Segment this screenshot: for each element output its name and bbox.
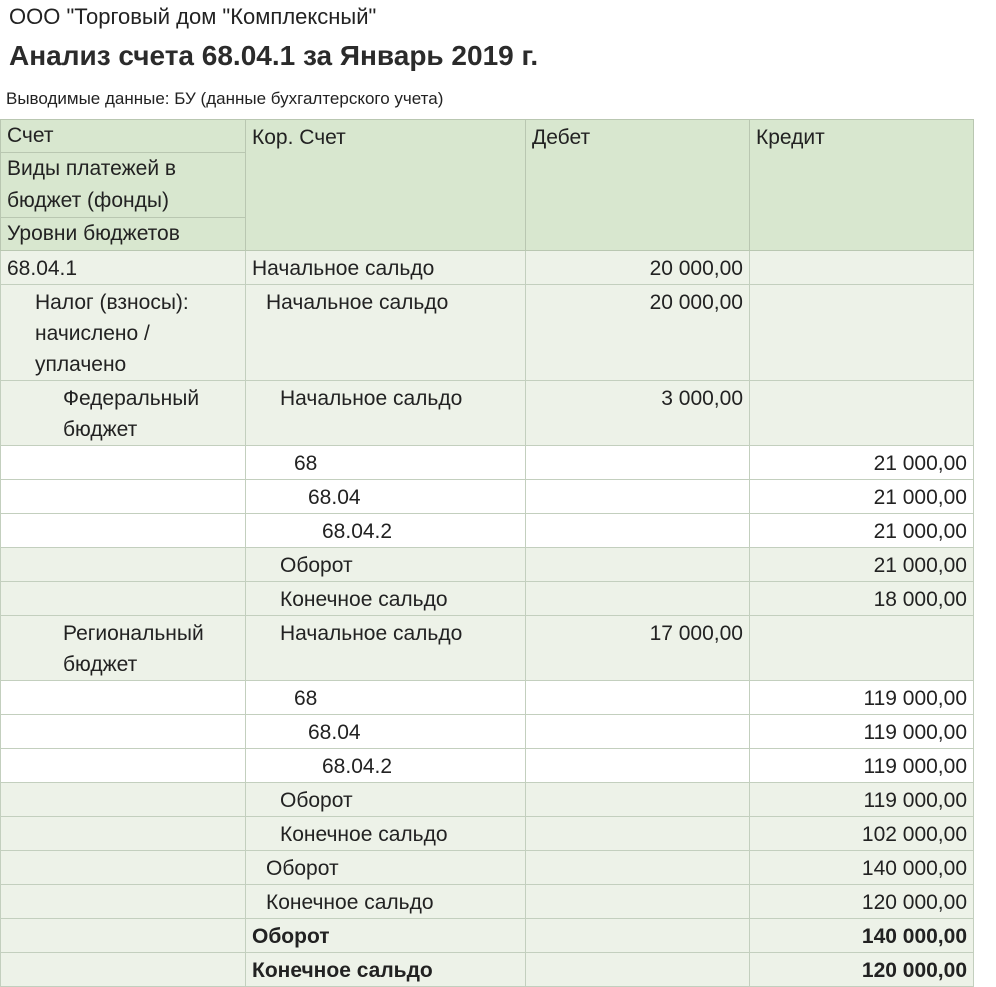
row-corr-account: Начальное сальдо bbox=[246, 251, 526, 285]
table-row[interactable] bbox=[1, 715, 974, 749]
row-corr-account: Оборот bbox=[246, 548, 526, 582]
row-account bbox=[1, 817, 246, 851]
table-row[interactable] bbox=[1, 514, 974, 548]
output-data-label: Выводимые данные: bbox=[6, 89, 170, 108]
account-analysis-table bbox=[0, 119, 974, 987]
row-credit bbox=[750, 381, 974, 446]
row-account bbox=[1, 514, 246, 548]
header-budget-levels: Уровни бюджетов bbox=[7, 222, 180, 245]
row-account: 68.04.1 bbox=[1, 251, 246, 285]
row-account: Региональный бюджет bbox=[1, 616, 246, 681]
table-header-row bbox=[1, 120, 974, 251]
row-corr-account: 68.04.2 bbox=[246, 749, 526, 783]
row-corr-account: Конечное сальдо bbox=[246, 953, 526, 987]
header-debit[interactable]: Дебет bbox=[526, 120, 750, 251]
row-corr-account: Конечное сальдо bbox=[246, 817, 526, 851]
row-debit bbox=[526, 480, 750, 514]
row-debit bbox=[526, 582, 750, 616]
table-row[interactable] bbox=[1, 749, 974, 783]
row-account: Федеральный бюджет bbox=[1, 381, 246, 446]
row-debit bbox=[526, 885, 750, 919]
header-payment-types: Виды платежей в бюджет (фонды) bbox=[1, 153, 245, 218]
row-credit: 21 000,00 bbox=[750, 446, 974, 480]
row-corr-account: Оборот bbox=[246, 851, 526, 885]
total-row[interactable] bbox=[1, 919, 974, 953]
table-row[interactable] bbox=[1, 616, 974, 681]
row-credit: 119 000,00 bbox=[750, 783, 974, 817]
table-row[interactable] bbox=[1, 851, 974, 885]
header-account-cell[interactable] bbox=[1, 120, 246, 251]
row-credit: 120 000,00 bbox=[750, 885, 974, 919]
row-debit: 20 000,00 bbox=[526, 285, 750, 381]
row-debit bbox=[526, 548, 750, 582]
row-account bbox=[1, 783, 246, 817]
row-corr-account: 68 bbox=[246, 446, 526, 480]
row-debit bbox=[526, 715, 750, 749]
output-data-line bbox=[6, 89, 443, 109]
row-account bbox=[1, 715, 246, 749]
row-credit: 119 000,00 bbox=[750, 715, 974, 749]
row-corr-account: 68 bbox=[246, 681, 526, 715]
row-credit: 140 000,00 bbox=[750, 919, 974, 953]
header-credit[interactable]: Кредит bbox=[750, 120, 974, 251]
row-corr-account: Начальное сальдо bbox=[246, 285, 526, 381]
total-row[interactable] bbox=[1, 953, 974, 987]
row-debit bbox=[526, 817, 750, 851]
row-credit: 21 000,00 bbox=[750, 514, 974, 548]
table-row[interactable] bbox=[1, 885, 974, 919]
report-title: Анализ счета 68.04.1 за Январь 2019 г. bbox=[9, 40, 539, 71]
row-credit: 21 000,00 bbox=[750, 548, 974, 582]
row-debit bbox=[526, 919, 750, 953]
table-row[interactable] bbox=[1, 251, 974, 285]
row-corr-account: Конечное сальдо bbox=[246, 582, 526, 616]
row-account: Налог (взносы): начислено / уплачено bbox=[1, 285, 246, 381]
row-debit bbox=[526, 783, 750, 817]
table-row[interactable] bbox=[1, 285, 974, 381]
table-row[interactable] bbox=[1, 381, 974, 446]
row-account bbox=[1, 548, 246, 582]
table-row[interactable] bbox=[1, 681, 974, 715]
table-row[interactable] bbox=[1, 446, 974, 480]
row-credit bbox=[750, 251, 974, 285]
table-row[interactable] bbox=[1, 817, 974, 851]
row-account bbox=[1, 885, 246, 919]
row-corr-account: 68.04.2 bbox=[246, 514, 526, 548]
table-row[interactable] bbox=[1, 548, 974, 582]
row-account bbox=[1, 681, 246, 715]
table-row[interactable] bbox=[1, 480, 974, 514]
row-credit: 102 000,00 bbox=[750, 817, 974, 851]
row-credit: 21 000,00 bbox=[750, 480, 974, 514]
row-debit bbox=[526, 446, 750, 480]
row-credit bbox=[750, 616, 974, 681]
row-corr-account: Оборот bbox=[246, 919, 526, 953]
table-row[interactable] bbox=[1, 783, 974, 817]
row-debit bbox=[526, 749, 750, 783]
row-account bbox=[1, 953, 246, 987]
table-row[interactable] bbox=[1, 582, 974, 616]
row-credit: 140 000,00 bbox=[750, 851, 974, 885]
row-account bbox=[1, 446, 246, 480]
row-debit: 3 000,00 bbox=[526, 381, 750, 446]
row-debit: 20 000,00 bbox=[526, 251, 750, 285]
row-debit: 17 000,00 bbox=[526, 616, 750, 681]
row-credit: 119 000,00 bbox=[750, 749, 974, 783]
row-account bbox=[1, 919, 246, 953]
header-account: Счет bbox=[1, 120, 245, 153]
header-corr-account[interactable]: Кор. Счет bbox=[246, 120, 526, 251]
row-corr-account: 68.04 bbox=[246, 715, 526, 749]
row-debit bbox=[526, 681, 750, 715]
row-credit: 120 000,00 bbox=[750, 953, 974, 987]
row-corr-account: Начальное сальдо bbox=[246, 616, 526, 681]
row-credit: 18 000,00 bbox=[750, 582, 974, 616]
row-debit bbox=[526, 953, 750, 987]
output-data-value: БУ (данные бухгалтерского учета) bbox=[174, 89, 444, 108]
organization-name: ООО "Торговый дом "Комплексный" bbox=[9, 4, 377, 29]
row-account bbox=[1, 749, 246, 783]
row-credit bbox=[750, 285, 974, 381]
row-corr-account: Конечное сальдо bbox=[246, 885, 526, 919]
row-corr-account: 68.04 bbox=[246, 480, 526, 514]
row-corr-account: Начальное сальдо bbox=[246, 381, 526, 446]
row-debit bbox=[526, 514, 750, 548]
row-credit: 119 000,00 bbox=[750, 681, 974, 715]
row-account bbox=[1, 851, 246, 885]
row-corr-account: Оборот bbox=[246, 783, 526, 817]
row-account bbox=[1, 480, 246, 514]
row-account bbox=[1, 582, 246, 616]
row-debit bbox=[526, 851, 750, 885]
